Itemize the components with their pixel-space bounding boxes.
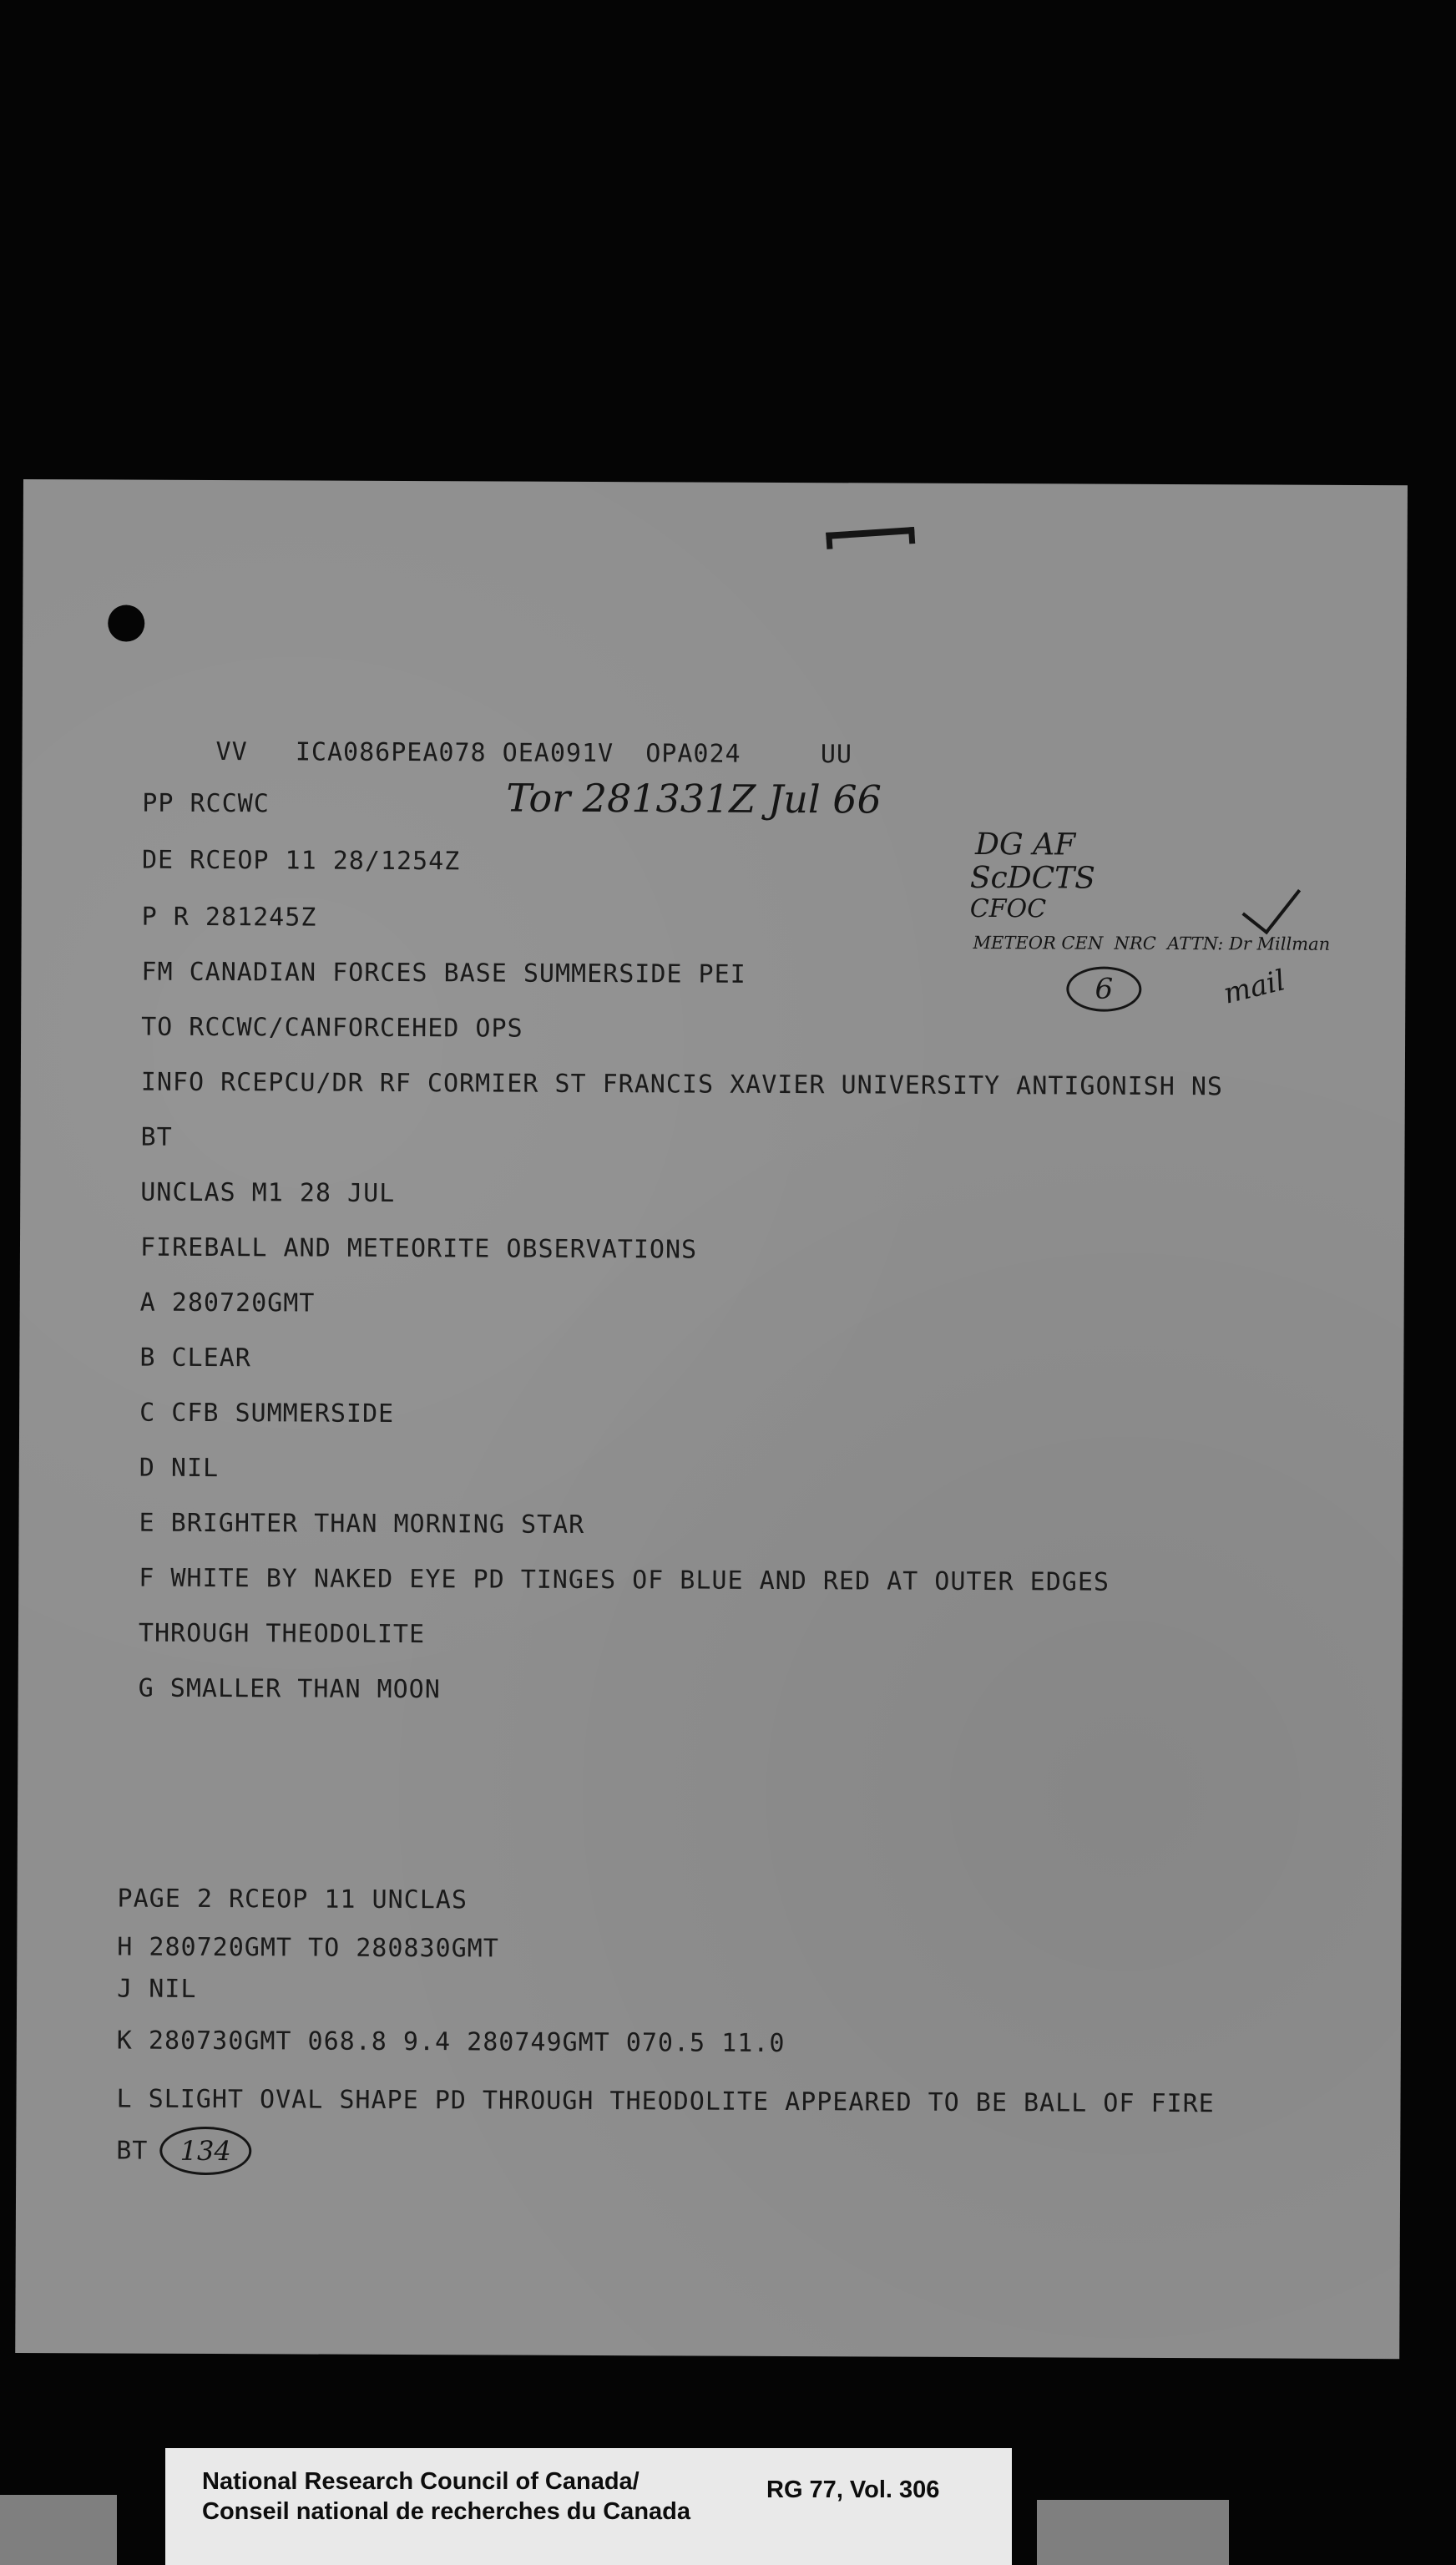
item-c: C CFB SUMMERSIDE (139, 1398, 395, 1429)
archive-reference: RG 77, Vol. 306 (766, 2476, 940, 2503)
telex-page (15, 479, 1408, 2359)
classification-line: UNCLAS M1 28 JUL (140, 1177, 396, 1208)
bt-close-line: BT (116, 2136, 149, 2166)
staple-mark (826, 527, 915, 549)
item-l: L SLIGHT OVAL SHAPE PD THROUGH THEODOLITE APPEARED TO BE BALL OF FIRE (116, 2084, 1215, 2119)
item-f: F WHITE BY NAKED EYE PD TINGES OF BLUE AND RED AT OUTER EDGES (139, 1563, 1110, 1597)
punch-hole (108, 605, 144, 641)
precedence-line: PP RCCWC (142, 788, 270, 819)
info-line: INFO RCEPCU/DR RF CORMIER ST FRANCIS XAVIER UNIVERSITY ANTIGONISH NS (140, 1067, 1224, 1102)
routing-number-circled: 6 (1066, 966, 1141, 1011)
page-2-header: PAGE 2 RCEOP 11 UNCLAS (117, 1884, 468, 1915)
item-g: G SMALLER THAN MOON (138, 1673, 441, 1705)
de-line: DE RCEOP 11 28/1254Z (141, 845, 461, 877)
routing-scdcts: ScDCTS (969, 860, 1095, 896)
priority-line: P R 281245Z (141, 902, 317, 933)
bt-open-line: BT (140, 1122, 173, 1152)
routing-dgaf: DG AF (975, 827, 1076, 863)
archive-org-french: Conseil national de recherches du Canada (202, 2498, 690, 2525)
message-header-line: VV ICA086PEA078 OEA091V OPA024 UU (215, 737, 853, 770)
subject-line: FIREBALL AND METEORITE OBSERVATIONS (139, 1232, 698, 1265)
page-number-circled: 134 (159, 2127, 251, 2175)
archive-label (165, 2448, 1012, 2565)
adjacent-page-edge-right (1037, 2500, 1229, 2565)
item-a: A 280720GMT (139, 1288, 316, 1318)
from-line: FM CANADIAN FORCES BASE SUMMERSIDE PEI (141, 957, 746, 989)
archive-org-english: National Research Council of Canada/ (202, 2468, 640, 2495)
routing-cfoc: CFOC (969, 893, 1047, 924)
routing-meteor-centre: METEOR CEN NRC ATTN: Dr Millman (973, 932, 1331, 954)
item-k: K 280730GMT 068.8 9.4 280749GMT 070.5 11.0 (116, 2026, 786, 2058)
item-h: H 280720GMT TO 280830GMT (117, 1932, 499, 1964)
item-j: J NIL (117, 1974, 197, 2004)
item-d: D NIL (139, 1453, 220, 1484)
adjacent-page-edge-left (0, 2495, 117, 2565)
tor-handwritten-note: Tor 281331Z Jul 66 (506, 775, 882, 822)
item-e: E BRIGHTER THAN MORNING STAR (139, 1508, 585, 1540)
to-line: TO RCCWC/CANFORCEHED OPS (141, 1012, 523, 1044)
mail-handwritten-note: mail (1220, 964, 1289, 1011)
item-b: B CLEAR (139, 1343, 251, 1374)
item-f-continued: THROUGH THEODOLITE (138, 1618, 426, 1650)
check-mark-icon (1241, 872, 1301, 934)
